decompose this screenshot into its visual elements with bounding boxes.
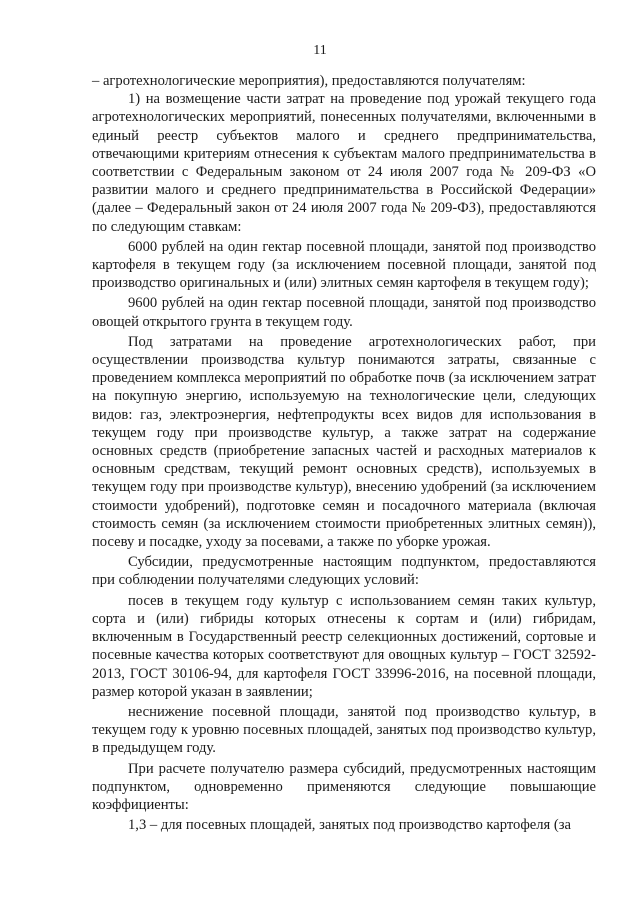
paragraph-condition-area: неснижение посевной площади, занятой под производство культур, в текущем году к уровню посевных площадей, занятых под производство культур, в предыдущем году. xyxy=(92,703,596,757)
paragraph-rate-potato: 6000 рублей на один гектар посевной площади, занятой под производство картофеля в текущем году (за исключением посевной площади, занятой под производство оригинальных и (или) элитных семян картофеля в текущем году); xyxy=(92,238,596,292)
paragraph-continuation: – агротехнологические мероприятия), предоставляются получателям: xyxy=(92,73,526,89)
paragraph-conditions-intro: Субсидии, предусмотренные настоящим подпунктом, предоставляются при соблюдении получателями следующих условий: xyxy=(92,554,596,589)
paragraph-rate-vegetables: 9600 рублей на один гектар посевной площади, занятой под производство овощей открытого грунта в текущем году. xyxy=(92,295,596,330)
paragraph-condition-sowing: посев в текущем году культур с использованием семян таких культур, сорта и (или) гибриды которых отнесены к сортам и (или) гибридам, включенным в Государственный реестр селекционных достижений, сортовые и посевные качества которых соответствуют для овощных культур – ГОСТ 32592-2013, ГОСТ 30106-94, для картофеля ГОСТ 33996-2016, на посевной площади, размер которой указан в заявлении; xyxy=(92,592,596,700)
document-body xyxy=(92,72,596,834)
paragraph-coefficients-intro: При расчете получателю размера субсидий, предусмотренных настоящим подпунктом, одновременно применяются следующие повышающие коэффициенты: xyxy=(92,760,596,813)
paragraph-costs-definition: Под затратами на проведение агротехнологических работ, при осуществлении производства культур понимаются затраты, связанные с проведением комплекса мероприятий по обработке почв (за исключением затрат на покупную энергию, используемую на технологические цели, следующих видов: газ, электроэнергия, нефтепродукты всех видов для использования в текущем году при производстве культур, а также затрат на содержание основных средств (приобретение запасных частей и расходных материалов к основным средствам, текущий ремонт основных средств), используемых в текущем году при производстве культур), внесению удобрений (за исключением стоимости удобрений), подготовке семян и посадочного материала (включая стоимость семян (за исключением стоимости приобретенных элитных семян)), посеву и посадке, уходу за посевами, а также по уборке урожая. xyxy=(92,333,596,551)
page-number: 11 xyxy=(313,43,327,58)
paragraph-subpoint-1: 1) на возмещение части затрат на проведение под урожай текущего года агротехнологических мероприятий, понесенных получателями, включенными в единый реестр субъектов малого и среднего предпринимательства, отвечающими критериям отнесения к субъектам малого предпринимательства в соответствии с Федеральным законом от 24 июля 2007 года № 209-ФЗ «О развитии малого и среднего предпринимательства в Российской Федерации» (далее – Федеральный закон от 24 июля 2007 года № 209-ФЗ), предоставляются по следующим ставкам: xyxy=(92,91,596,235)
paragraph-coefficient-potato: 1,3 – для посевных площадей, занятых под производство картофеля (за xyxy=(128,817,571,834)
